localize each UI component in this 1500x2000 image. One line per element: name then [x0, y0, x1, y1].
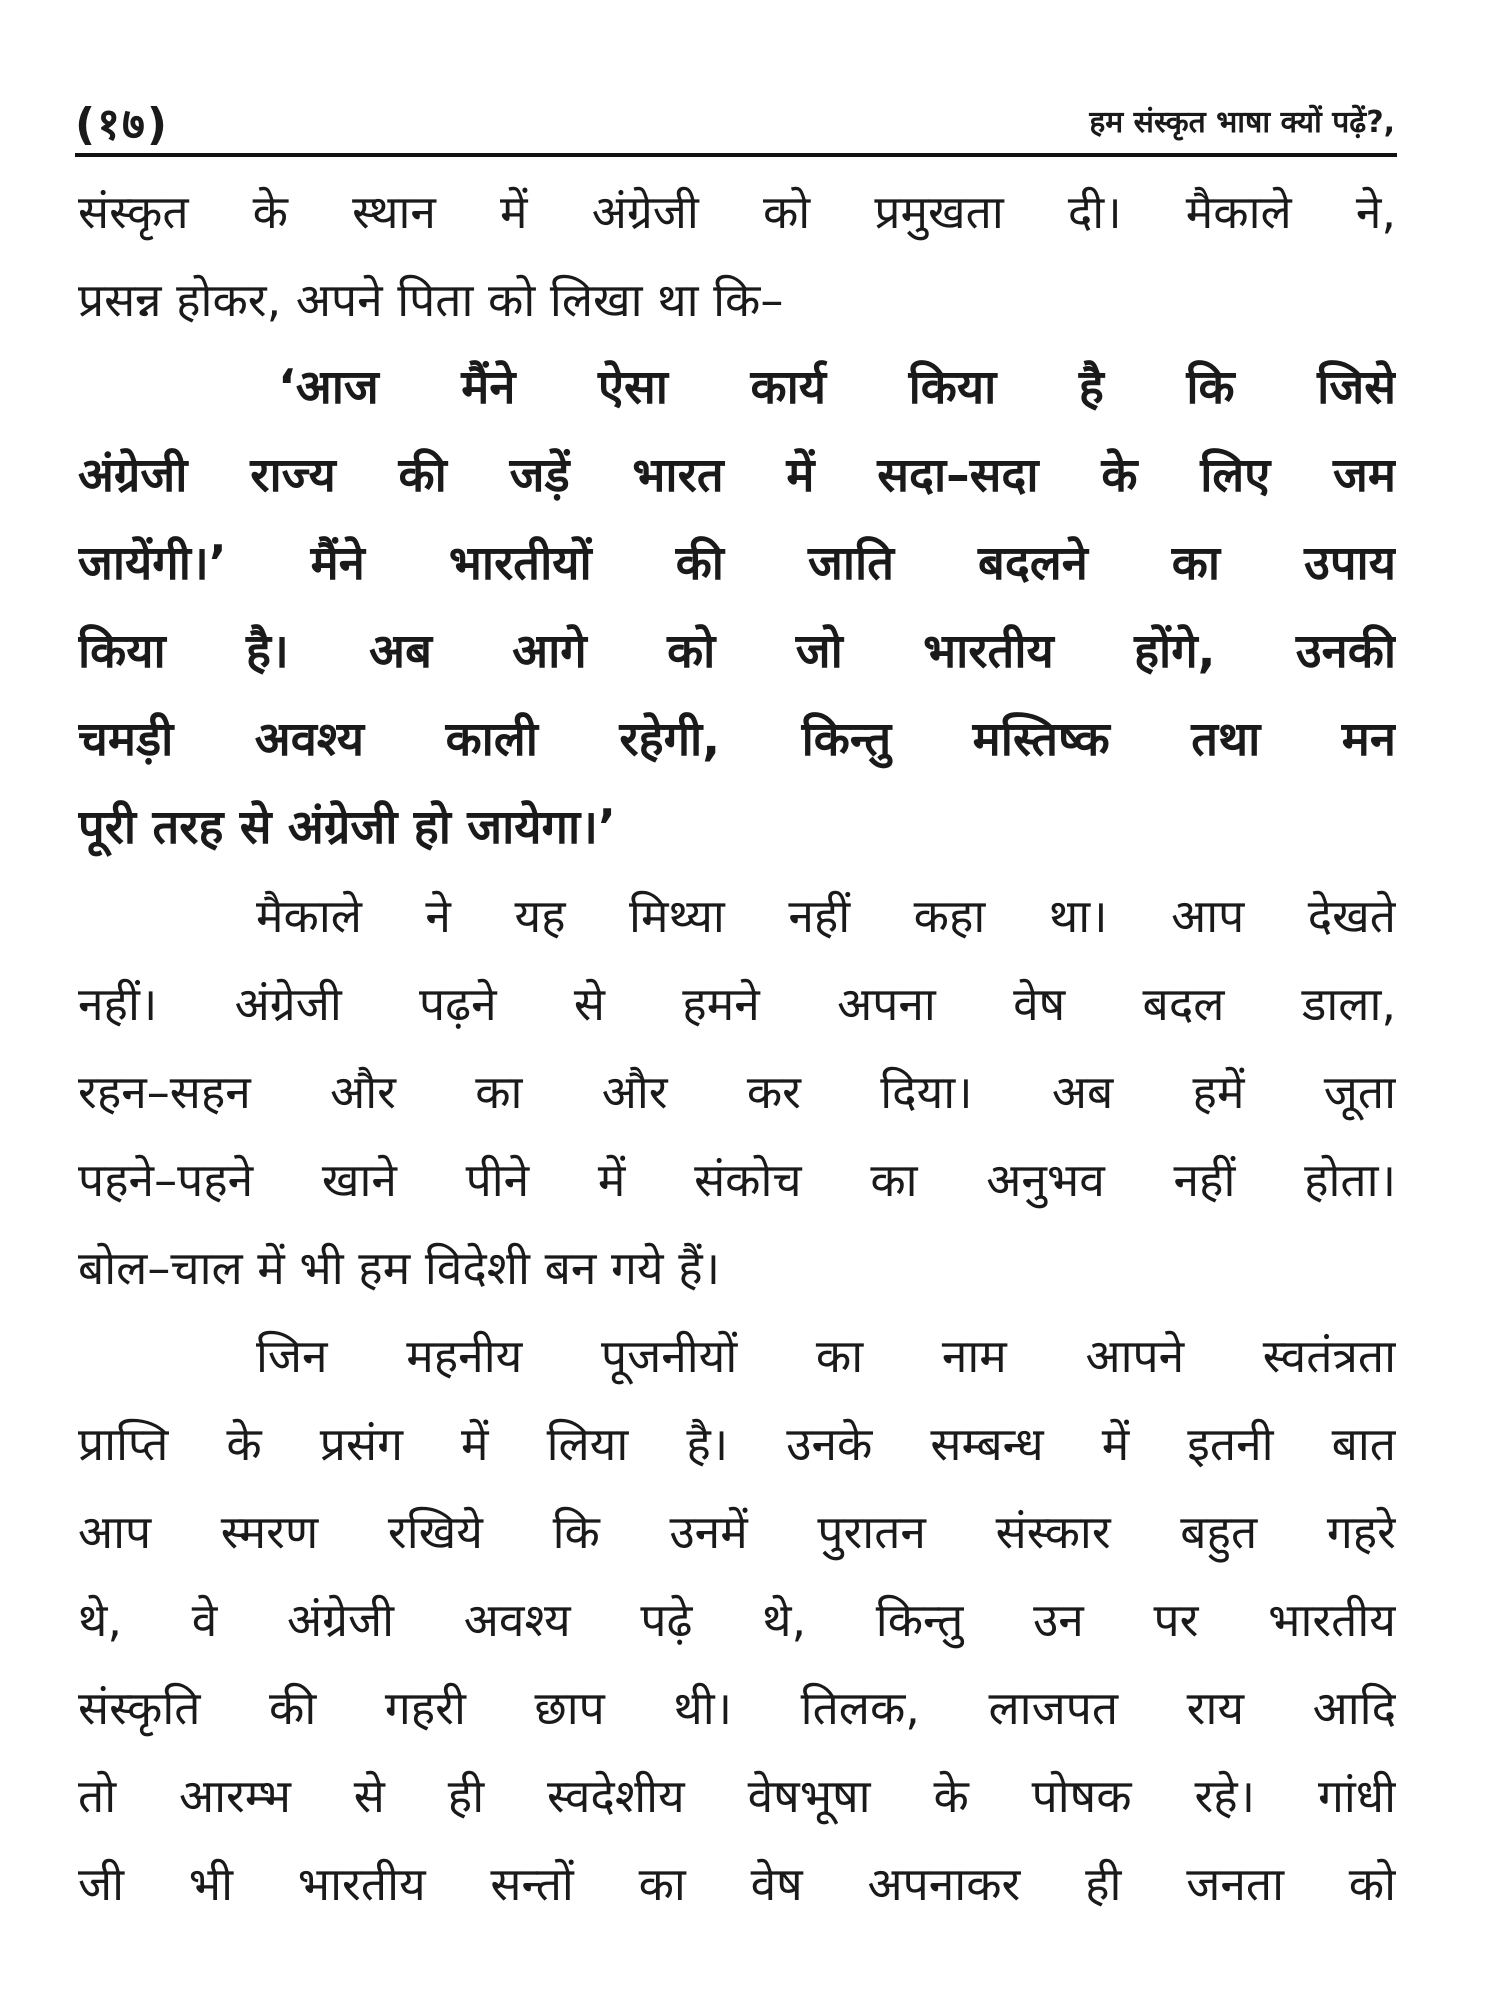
text-line: प्रसन्न होकर, अपने पिता को लिखा था कि– [78, 273, 784, 327]
page-header [75, 92, 1395, 152]
quote-line: चमड़ी अवश्य काली रहेगी, किन्तु मस्तिष्क तथा मन [78, 712, 1396, 767]
text-line: बोल–चाल में भी हम विदेशी बन गये हैं। [78, 1241, 721, 1295]
text-line: आप स्मरण रखिये कि उनमें पुरातन संस्कार बहुत गहरे [78, 1505, 1396, 1559]
text-line: नहीं। अंग्रेजी पढ़ने से हमने अपना वेष बदल डाला, [78, 977, 1396, 1031]
header-rule [75, 153, 1397, 157]
text-line: मैकाले ने यह मिथ्या नहीं कहा था। आप देखते [256, 889, 1396, 943]
quote-line: ‘आज मैंने ऐसा कार्य किया है कि जिसे [278, 360, 1396, 415]
text-line: संस्कृति की गहरी छाप थी। तिलक, लाजपत राय आदि [78, 1681, 1396, 1735]
quote-line: पूरी तरह से अंग्रेजी हो जायेगा।’ [78, 800, 616, 855]
text-line: जिन महनीय पूजनीयों का नाम आपने स्वतंत्रता [256, 1329, 1396, 1383]
text-line: तो आरम्भ से ही स्वदेशीय वेषभूषा के पोषक रहे। गांधी [78, 1769, 1396, 1823]
page-number: (१७) [75, 99, 169, 150]
quote-line: किया है। अब आगे को जो भारतीय होंगे, उनकी [78, 624, 1396, 679]
text-line: पहने–पहने खाने पीने में संकोच का अनुभव नहीं होता। [78, 1153, 1396, 1207]
text-line: प्राप्ति के प्रसंग में लिया है। उनके सम्बन्ध में इतनी बात [78, 1417, 1396, 1471]
text-line: रहन–सहन और का और कर दिया। अब हमें जूता [78, 1065, 1396, 1119]
running-title: हम संस्कृत भाषा क्यों पढ़ें?, [1089, 105, 1395, 140]
text-line: संस्कृत के स्थान में अंग्रेजी को प्रमुखता दी। मैकाले ने, [78, 185, 1396, 239]
body-text [78, 168, 1396, 1928]
quote-line: अंग्रेजी राज्य की जड़ें भारत में सदा–सदा के लिए जम [78, 448, 1396, 503]
quote-line: जायेंगी।’ मैंने भारतीयों की जाति बदलने का उपाय [78, 536, 1396, 591]
text-line: जी भी भारतीय सन्तों का वेष अपनाकर ही जनता को [78, 1857, 1396, 1911]
text-line: थे, वे अंग्रेजी अवश्य पढ़े थे, किन्तु उन पर भारतीय [78, 1593, 1396, 1647]
